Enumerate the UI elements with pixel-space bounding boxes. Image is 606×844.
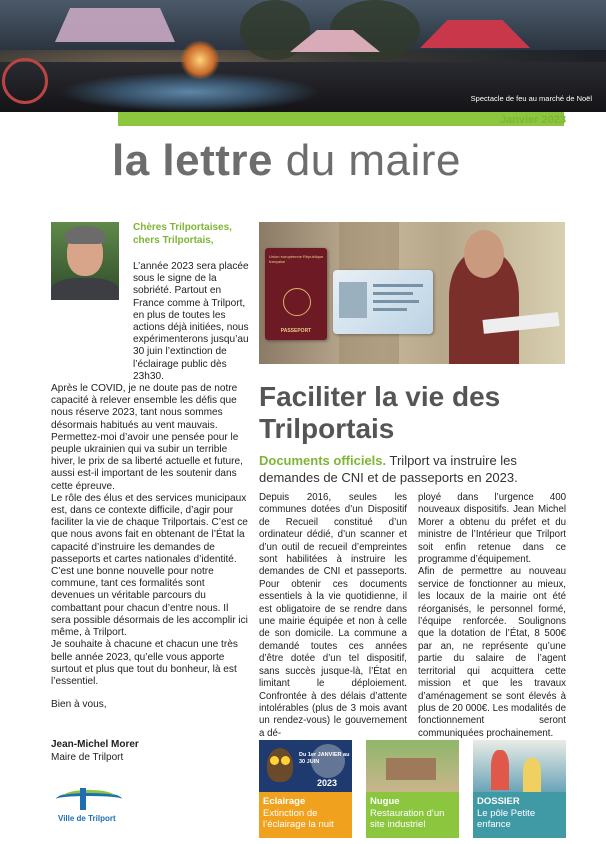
masthead-light: du maire: [273, 136, 461, 185]
signature-name: Jean-Michel Morer: [51, 739, 139, 750]
logo-label: Ville de Trilport: [58, 814, 116, 823]
child: [523, 758, 541, 792]
article-dek: [259, 452, 569, 486]
signature-title: Maire de Trilport: [51, 752, 124, 763]
teaser-image: [473, 740, 566, 792]
teaser-kicker: Nugue: [370, 796, 400, 807]
teaser-band: [366, 792, 459, 838]
fire-performer: [180, 40, 220, 80]
teaser-kicker: DOSSIER: [477, 796, 520, 807]
id-photo: [339, 282, 367, 318]
article-column-1: [259, 492, 407, 740]
id-line: [373, 292, 413, 295]
masthead: [112, 136, 461, 186]
id-line: [373, 300, 419, 303]
article-photo: [259, 222, 565, 364]
teaser-text: Le pôle Petite enfance: [477, 807, 536, 830]
id-line: [373, 284, 423, 287]
photo-caption: Spectacle de feu au marché de Noël: [470, 94, 592, 103]
teaser-image-text: Du 1er JANVIER au 30 JUIN: [299, 752, 350, 765]
passport-text: Union européenne République française: [269, 254, 324, 264]
date-bar: [118, 112, 564, 126]
teaser-dossier[interactable]: [473, 740, 566, 838]
header-photo: [0, 0, 606, 112]
editorial-closing: Bien à vous,: [51, 699, 107, 711]
teaser-band: [473, 792, 566, 838]
teaser-text: Restauration d’un site industriel: [370, 807, 445, 830]
person-head: [464, 230, 504, 278]
editorial-paragraph-text: L’année 2023 sera placée sous le signe de la sobriété. Partout en France comme à Trilport, en plus de toutes les actions déjà initiées, nous expérimenterons jusqu’au 30 juin l’extinction de l’éclairage public dès 23h30.: [133, 261, 249, 382]
logo-stroke: [64, 790, 114, 801]
article-paragraph: ployé dans l’urgence 400 nouveaux dispositifs. Jean Michel Morer a obtenu du préfet et du ministre de l’Intérieur que Trilport soit enfin retenue dans ce programme d’équipement.: [418, 492, 566, 566]
editorial-text: [51, 261, 249, 711]
teaser-nugue[interactable]: [366, 740, 459, 838]
owl-icon: [267, 748, 293, 782]
editorial-paragraph: [133, 261, 249, 383]
article-column-2: [418, 492, 566, 740]
teaser-image: [259, 740, 352, 792]
passport-label: PASSEPORT: [280, 328, 312, 334]
editorial-paragraph: Après le COVID, je ne doute pas de notre capacité à relever ensemble les défis que nous réserve 2023, tant nous sommes désormais habitués au vent mauvais. Permettez-moi d’avoir une pensée pour le peuple ukrainien qui va subir un terrible hiver, le prix de sa liberté actuelle et future, aussi est-il important de les soutenir dans cette épreuve.: [51, 383, 243, 492]
id-line: [373, 308, 407, 311]
child: [491, 750, 509, 790]
article-paragraph: Afin de permettre au nouveau service de fonctionner au mieux, les locaux de la mairie ont été réorganisés, le personnel formé, l’équipe renforcée. Soulignons que la dotation de l’État, 8 500€ par an, ne représente qu’une partie du salaire de l’agent territorial qui acquittera cette mission et que les travaux d’aménagement se sont élevés à plus de 20 000€. Les modalités de fonctionnement seront communiquées prochainement.: [418, 566, 566, 739]
light-glow: [60, 72, 320, 112]
teaser-eclairage[interactable]: [259, 740, 352, 838]
teaser-band: [259, 792, 352, 838]
teaser-image-year: 2023: [317, 778, 338, 788]
emblem-icon: [283, 288, 311, 316]
portrait-hair: [65, 226, 105, 244]
masthead-bold: la lettre: [112, 136, 274, 185]
article-headline: Faciliter la vie des Trilportais: [259, 381, 501, 444]
editorial-paragraph: Je souhaite à chacune et chacun une très belle année 2023, qu’elle vous apporte surtout et plus que tout du bonheur, là est l’essentiel.: [51, 639, 238, 687]
editorial-paragraph: Le rôle des élus et des services municipaux est, dans ce contexte difficile, d’agir pour faciliter la vie de chaque Trilportais. C’est ce que nous avons fait en obtenant de l’État la capacité d’instruire les demandes de passeports et cartes nationales d’identité. C’est une bonne nouvelle pour notre commune, tant ces formalités sont devenues un véritable parcours du combattant pour chacun d’entre nous. Il sera possible désormais de les accomplir ici même, à Trilport.: [51, 492, 248, 639]
teaser-kicker: Eclairage: [263, 796, 306, 807]
article-dek-text: Trilport va instruire les demandes de CNI et de passeports en 2023.: [259, 453, 518, 485]
logo-mark: [80, 788, 86, 810]
passport-image: [265, 248, 327, 340]
spacer: [51, 688, 249, 699]
editorial-greeting: Chères Trilportaises, chers Trilportais,: [133, 222, 232, 246]
article-kicker: Documents officiels.: [259, 453, 387, 468]
fire-wheel: [2, 58, 48, 104]
teaser-text: Extinction de l’éclairage la nuit: [263, 807, 334, 830]
issue-date: Janvier 2023: [499, 114, 566, 126]
town-logo: [48, 786, 128, 826]
id-card-image: [333, 270, 433, 334]
teaser-image: [366, 740, 459, 792]
article-paragraph: Depuis 2016, seules les communes dotées d’un Dispositif de Recueil constitué d’un ordinateur dédié, d’un scanner et d’un outil de recueil d’empreintes sont habilitées à instruire les demandes de CNI et passeports. Pour obtenir ces documents essentiels à la vie quotidienne, il est obligatoire de se rendre dans une mairie équipée et non à celle de son domicile. La commune a demandé toutes ces années d’être dotée d’un tel dispositif, sans succès jusque-là, l’État en limitant le déploiement. Confrontée à des délais d’attente intolérables (plus de 3 mois avant un rendez-vous) le gouvernement a dé-: [259, 492, 407, 739]
building: [386, 758, 436, 780]
signature: [51, 738, 139, 764]
